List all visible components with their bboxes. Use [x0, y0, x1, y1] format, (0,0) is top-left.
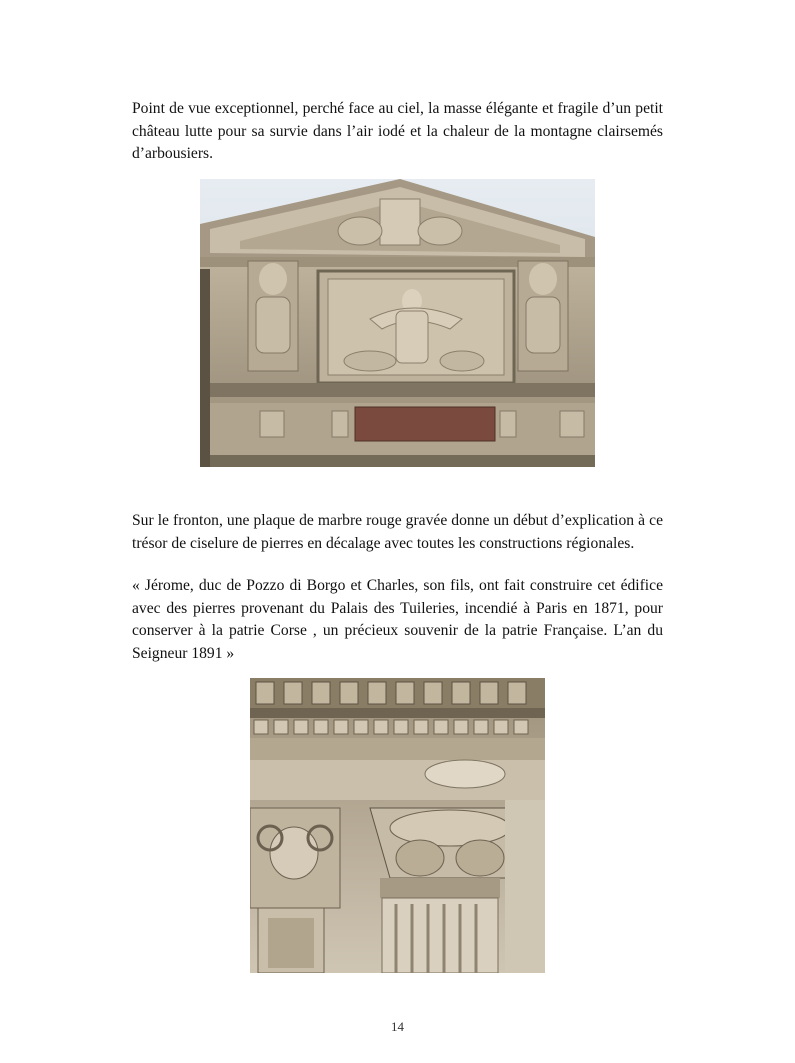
capitals-photo — [250, 678, 545, 973]
intro-paragraph: Point de vue exceptionnel, perché face au ciel, la masse élégante et fragile d’un petit château lutte pour sa survie dans l’air iodé et la chaleur de la montagne clairsemés d’arbousiers. — [132, 100, 663, 162]
pediment-photo — [200, 179, 595, 467]
capitals-illustration — [250, 678, 545, 973]
page-number: 14 — [391, 1019, 404, 1034]
pediment-paragraph: Sur le fronton, une plaque de marbre rouge gravée donne un début d’explication à ce trésor de ciselure de pierres en décalage avec toutes les constructions régionales. — [132, 512, 663, 552]
inscription-quote: « Jérome, duc de Pozzo di Borgo et Charles, son fils, ont fait construire cet édifice avec des pierres provenant du Palais des Tuileries, incendié à Paris en 1871, pour conserver à la patrie Corse , un précieux souvenir de la patrie Française. L’an du Seigneur 1891 » — [132, 577, 663, 662]
pediment-illustration — [200, 179, 595, 467]
